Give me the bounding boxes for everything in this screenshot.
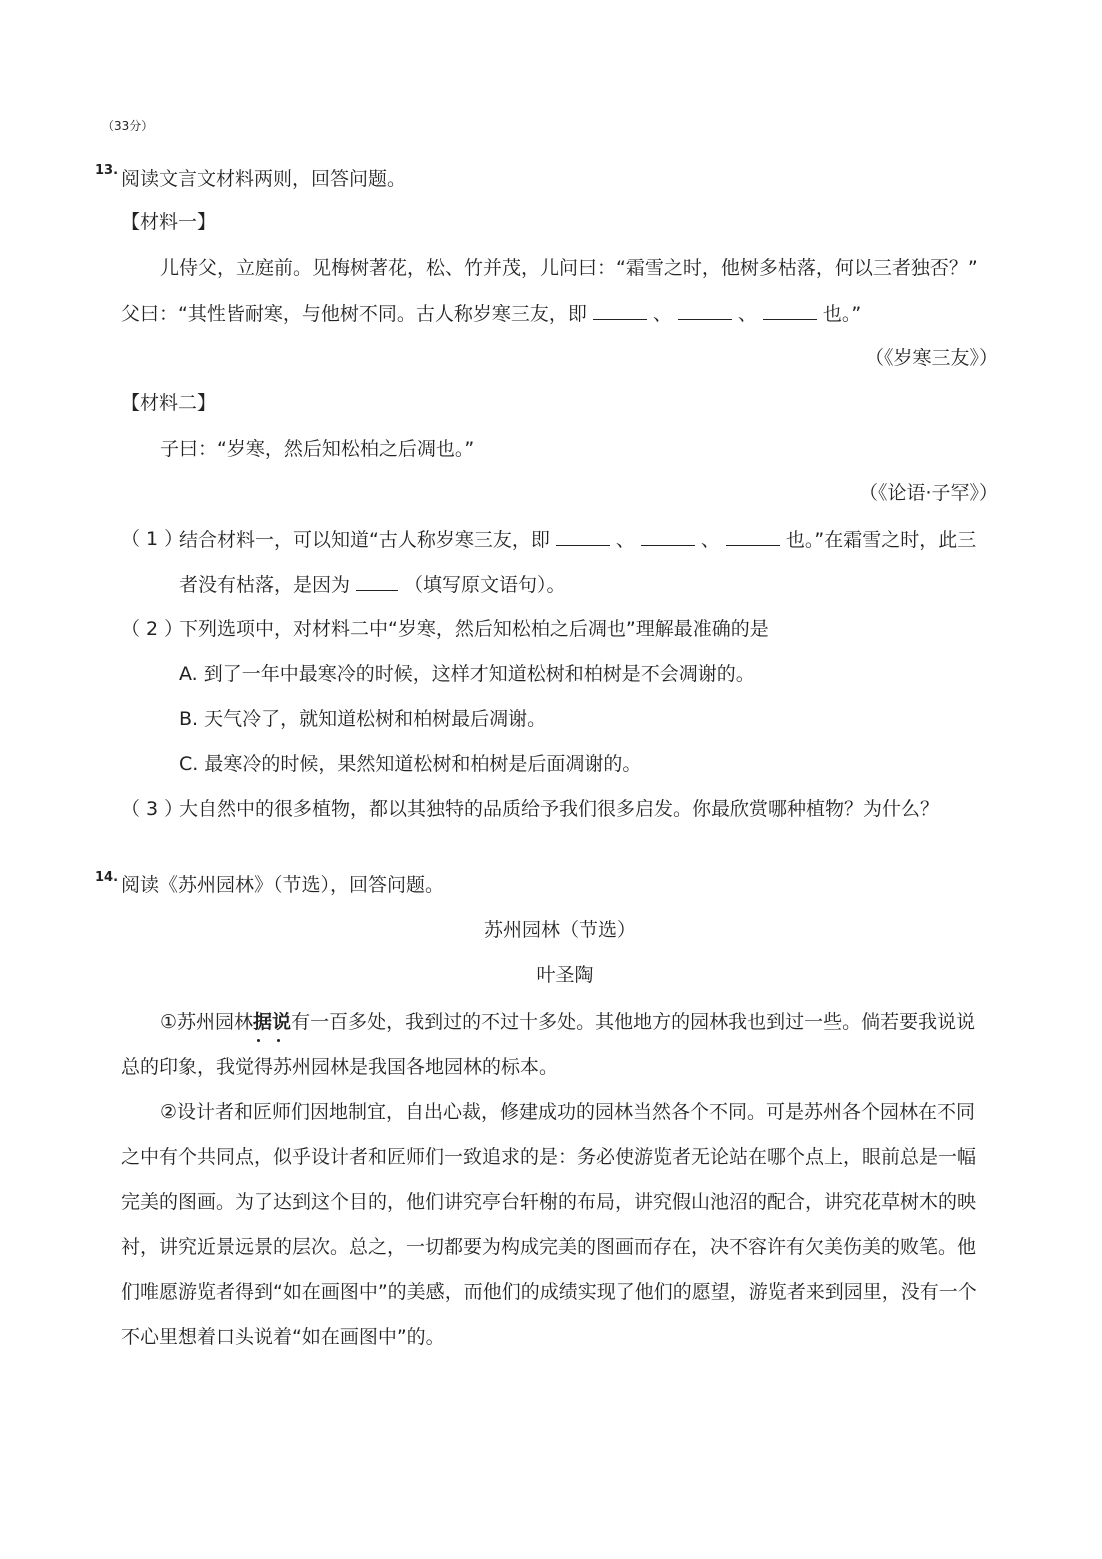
separator: 、 bbox=[652, 303, 672, 325]
answer-blank[interactable] bbox=[641, 527, 695, 546]
separator: 、 bbox=[700, 529, 720, 551]
sub-question-2-label: （ 2 ） bbox=[121, 618, 184, 640]
paragraph-2-line-4: 衬，讲究近景远景的层次。总之，一切都要为构成完美的图画而存在，决不容许有欠美伤美的败笔。他 bbox=[121, 1236, 977, 1258]
separator: 、 bbox=[615, 529, 635, 551]
material-1-line-2 bbox=[121, 301, 861, 326]
paragraph-2-line-6: 不心里想着口头说着“如在画图中”的。 bbox=[121, 1326, 445, 1348]
sub-question-3-label: （ 3 ） bbox=[121, 798, 184, 820]
sub-question-1-text-c: 者没有枯落，是因为 bbox=[179, 574, 351, 596]
question-number-14: 14. bbox=[95, 870, 119, 885]
paragraph-1-line-1 bbox=[160, 1010, 975, 1034]
sub-question-1-text-b: 也。”在霜雪之时，此三 bbox=[785, 529, 977, 551]
sub-question-1-line-1 bbox=[179, 527, 976, 552]
separator: 、 bbox=[737, 303, 757, 325]
answer-blank[interactable] bbox=[726, 527, 780, 546]
answer-blank[interactable] bbox=[593, 301, 647, 320]
paragraph-2-line-3: 完美的图画。为了达到这个目的，他们讲究亭台轩榭的布局，讲究假山池沼的配合，讲究花草树木的映 bbox=[121, 1191, 977, 1213]
material-2-header: 【材料二】 bbox=[121, 392, 217, 414]
article-title: 苏州园林（节选） bbox=[483, 919, 636, 941]
option-c[interactable]: C. 最寒冷的时候，果然知道松树和柏树是后面凋谢的。 bbox=[179, 753, 642, 775]
paragraph-2-line-5: 们唯愿游览者得到“如在画图中”的美感，而他们的成绩实现了他们的愿望，游览者来到园里，没有一个 bbox=[121, 1281, 977, 1303]
answer-blank[interactable] bbox=[556, 527, 610, 546]
section-score: （33分） bbox=[102, 119, 154, 133]
question-13-prompt: 阅读文言文材料两则，回答问题。 bbox=[121, 168, 407, 190]
option-b[interactable]: B. 天气冷了，就知道松树和柏树最后凋谢。 bbox=[179, 708, 547, 730]
material-1-source: （《岁寒三友》） bbox=[864, 347, 998, 369]
material-1-line-2-end: 也。” bbox=[822, 303, 862, 325]
sub-question-2-text: 下列选项中，对材料二中“岁寒，然后知松柏之后凋也”理解最准确的是 bbox=[179, 618, 769, 640]
material-2-source: （《论语·子罕》） bbox=[858, 482, 998, 504]
sub-question-3-text: 大自然中的很多植物，都以其独特的品质给予我们很多启发。你最欣赏哪种植物？为什么？ bbox=[179, 798, 940, 820]
material-1-header: 【材料一】 bbox=[121, 211, 217, 233]
material-2-line-1: 子曰：“岁寒，然后知松柏之后凋也。” bbox=[160, 438, 475, 460]
emphasized-word-text: 据说 bbox=[253, 1011, 292, 1033]
answer-blank[interactable] bbox=[763, 301, 817, 320]
sub-question-1-label: （ 1 ） bbox=[121, 528, 184, 550]
sub-question-1-text-d: （填写原文语句）。 bbox=[404, 574, 566, 596]
sub-question-1-text: 结合材料一，可以知道“古人称岁寒三友，即 bbox=[179, 529, 550, 551]
emphasized-word bbox=[253, 1011, 291, 1033]
article-author: 叶圣陶 bbox=[536, 964, 594, 986]
paragraph-2-line-1: ②设计者和匠师们因地制宜，自出心裁，修建成功的园林当然各个不同。可是苏州各个园林在不同 bbox=[160, 1101, 976, 1123]
question-number-13: 13. bbox=[95, 163, 119, 178]
sub-question-1-line-2 bbox=[179, 572, 566, 597]
paragraph-1-text-a: ①苏州园林 bbox=[160, 1011, 254, 1033]
emphasis-dot bbox=[277, 1039, 280, 1042]
material-1-line-2-text: 父曰：“其性皆耐寒，与他树不同。古人称岁寒三友，即 bbox=[121, 303, 587, 325]
paragraph-1-line-2: 总的印象，我觉得苏州园林是我国各地园林的标本。 bbox=[121, 1056, 559, 1078]
emphasis-dot bbox=[257, 1039, 260, 1042]
answer-blank[interactable] bbox=[356, 572, 398, 591]
paragraph-1-text-b: 有一百多处，我到过的不过十多处。其他地方的园林我也到过一些。倘若要我说说 bbox=[291, 1011, 976, 1033]
option-a[interactable]: A. 到了一年中最寒冷的时候，这样才知道松树和柏树是不会凋谢的。 bbox=[179, 663, 755, 685]
material-1-line-1: 儿侍父，立庭前。见梅树著花，松、竹并茂，儿问曰：“霜雪之时，他树多枯落，何以三者独否？” bbox=[160, 257, 978, 279]
question-14-prompt: 阅读《苏州园林》（节选），回答问题。 bbox=[121, 874, 445, 896]
paragraph-2-line-2: 之中有个共同点，似乎设计者和匠师们一致追求的是：务必使游览者无论站在哪个点上，眼前总是一幅 bbox=[121, 1146, 977, 1168]
answer-blank[interactable] bbox=[678, 301, 732, 320]
